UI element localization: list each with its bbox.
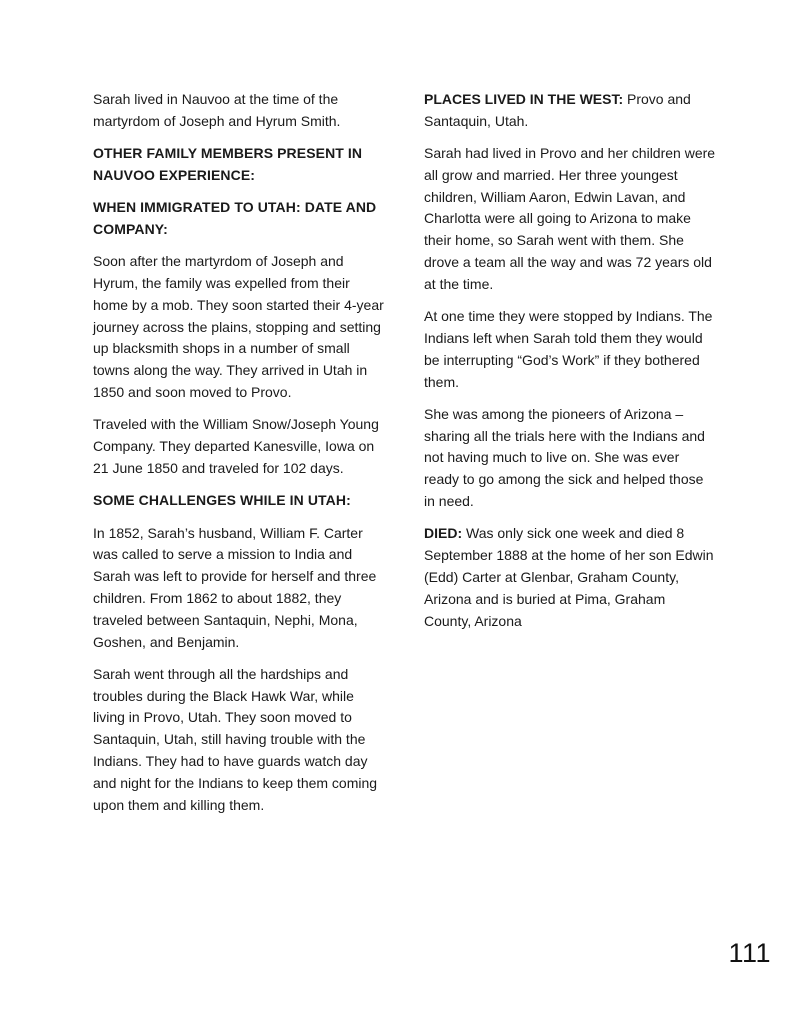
paragraph-nauvoo-martyrdom: Sarah lived in Nauvoo at the time of the martyrdom of Joseph and Hyrum Smith. — [93, 91, 341, 129]
places-lived-text: Provo and Santaquin, Utah. — [424, 91, 691, 129]
places-lived-label: PLACES LIVED IN THE WEST: — [424, 91, 624, 107]
heading-challenges-in-utah: SOME CHALLENGES WHILE IN UTAH: — [93, 492, 351, 509]
paragraph-mission-to-india: In 1852, Sarah’s husband, William F. Carter was called to serve a mission to India and Sarah was left to provide for herself and three children. From 1862 to about 1882, they traveled between Santaquin, Nephi, Mona, Goshen, and Benjamin. — [93, 524, 377, 650]
paragraph-move-to-arizona: Sarah had lived in Provo and her children were all grow and married. Her three youngest children, William Aaron, Edwin Lavan, and Charlotta were all going to Arizona to make their home, so Sarah went with them. She drove a team all the way and was 72 years old at the time. — [424, 145, 716, 292]
died-label: DIED: — [424, 525, 463, 542]
paragraph-pioneers-of-arizona: She was among the pioneers of Arizona – sharing all the trials here with the Indians and not having much to live on. She was ever ready to go among the sick and helped those in need. — [424, 405, 705, 510]
paragraph-places-lived — [424, 89, 716, 133]
page-number: 111 — [728, 938, 771, 968]
paragraph-died — [424, 523, 716, 632]
right-column — [424, 89, 716, 643]
paragraph-company: Traveled with the William Snow/Joseph Young Company. They departed Kanesville, Iowa on 21 June 1850 and traveled for 102 days. — [93, 416, 379, 476]
heading-family-members: OTHER FAMILY MEMBERS PRESENT IN NAUVOO EXPERIENCE: — [93, 145, 363, 183]
paragraph-journey-across-plains: Soon after the martyrdom of Joseph and Hyrum, the family was expelled from their home by a mob. They soon started their 4-year journey across the plains, stopping and setting up blacksmith shops in a number of small towns along the way. They arrived in Utah in 1850 and soon moved to Provo. — [93, 253, 384, 401]
heading-immigrated-to-utah: WHEN IMMIGRATED TO UTAH: DATE AND COMPANY: — [93, 199, 377, 237]
died-text: Was only sick one week and died 8 September 1888 at the home of her son Edwin (Edd) Carter at Glenbar, Graham County, Arizona and is buried at Pima, Graham County, Arizona — [424, 525, 714, 629]
paragraph-black-hawk-war: Sarah went through all the hardships and troubles during the Black Hawk War, while living in Provo, Utah. They soon moved to Santaquin, Utah, still having trouble with the Indians. They had to have guards watch day and night for the Indians to keep them coming upon them and killing them. — [93, 665, 378, 813]
paragraph-stopped-by-indians: At one time they were stopped by Indians. The Indians left when Sarah told them they would be interrupting “God’s Work” if they bothered them. — [424, 308, 713, 390]
left-column — [93, 89, 385, 827]
